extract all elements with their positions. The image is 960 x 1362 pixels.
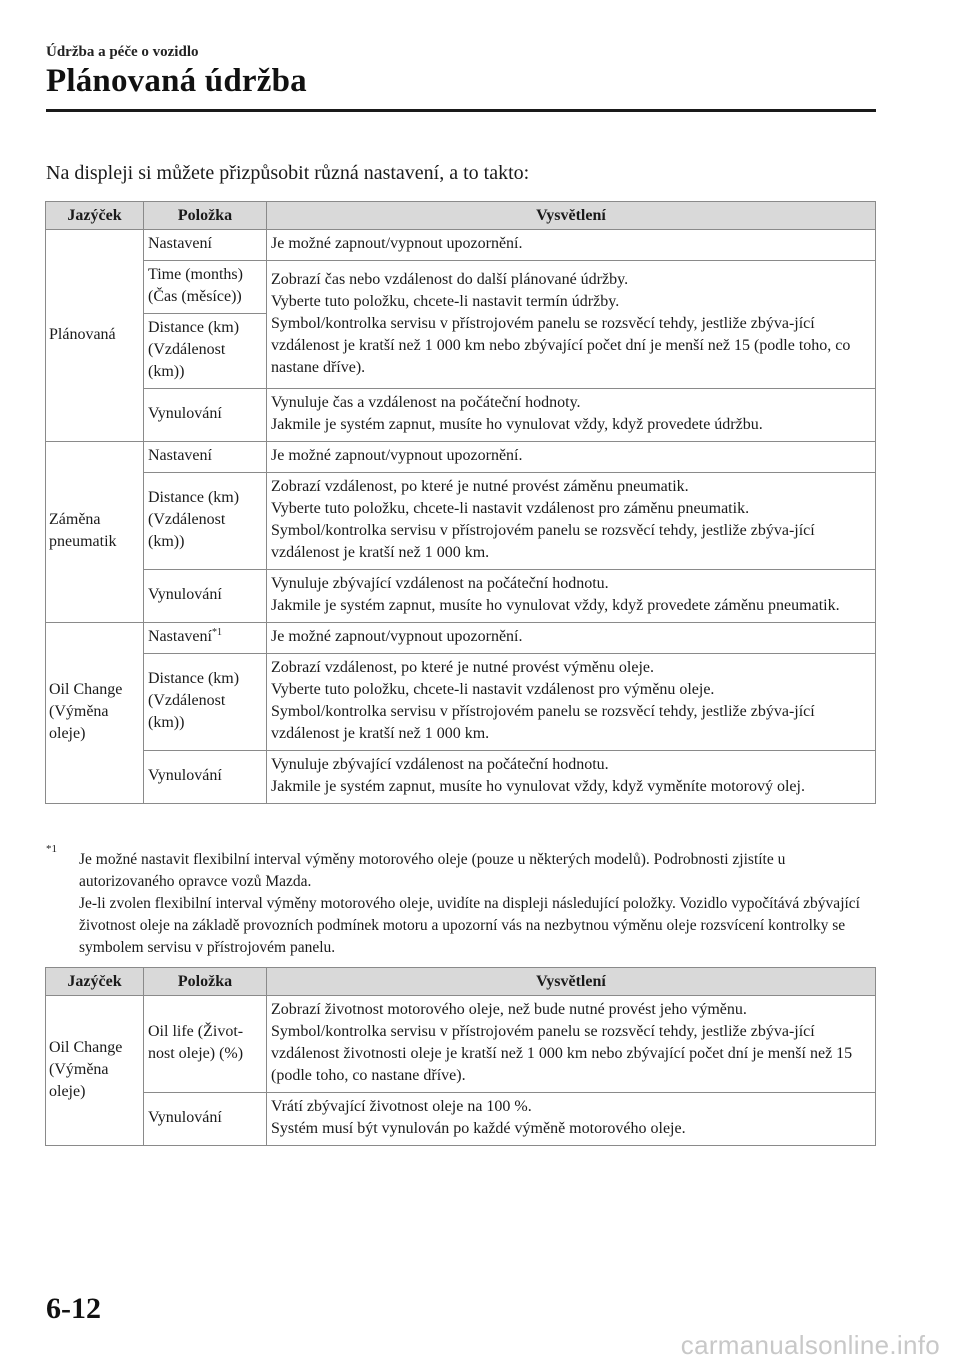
category-cell: Oil Change (Výměna oleje) [46, 996, 144, 1146]
table-row [46, 996, 876, 1093]
item-cell: Nastavení$^{*1}$ [144, 623, 267, 654]
description-cell: Je možné zapnout/vypnout upozornění. [267, 230, 876, 261]
table-row [46, 261, 876, 314]
description-cell: Vynuluje zbývající vzdálenost na počáteční hodnotu. Jakmile je systém zapnut, musíte ho vynulovat vždy, když provedete záměnu pneumatik. [267, 570, 876, 623]
description-cell: Je možné zapnout/vypnout upozornění. [267, 442, 876, 473]
header-item: Položka [144, 202, 267, 230]
category-cell: Plánovaná [46, 230, 144, 442]
header-tab: Jazýček [46, 968, 144, 996]
description-cell: Zobrazí vzdálenost, po které je nutné provést záměnu pneumatik. Vyberte tuto položku, chcete-li nastavit vzdálenost pro záměnu pneumatik. Symbol/kontrolka servisu v přístrojovém panelu se rozsvěcí tehdy, jestliže zbýva-jící vzdálenost je kratší než 1 000 km. [267, 473, 876, 570]
header-item: Položka [144, 968, 267, 996]
item-cell: Distance (km) (Vzdálenost (km)) [144, 473, 267, 570]
footnote-line: Je-li zvolen flexibilní interval výměny motorového oleje, uvidíte na displeji následující položky. Vozidlo vypočítává zbývající životnost oleje na základě provozních podmínek motoru a upozorní vás na nezbytnou výměnu oleje rozsvícení kontrolky se symbolem servisu v přístrojovém panelu. [79, 895, 860, 956]
description-cell: Vynuluje čas a vzdálenost na počáteční hodnoty. Jakmile je systém zapnut, musíte ho vynulovat vždy, když provedete údržbu. [267, 389, 876, 442]
page-title: Plánovaná údržba [46, 63, 307, 99]
table-row [46, 654, 876, 751]
description-cell: Vynuluje zbývající vzdálenost na počáteční hodnotu. Jakmile je systém zapnut, musíte ho vynulovat vždy, když vyměníte motorový olej. [267, 751, 876, 804]
table-row [46, 230, 876, 261]
table-row [46, 570, 876, 623]
header-explanation: Vysvětlení [267, 202, 876, 230]
table-row [46, 751, 876, 804]
description-cell: Zobrazí vzdálenost, po které je nutné provést výměnu oleje. Vyberte tuto položku, chcete-li nastavit vzdálenost pro výměnu oleje. Symbol/kontrolka servisu v přístrojovém panelu se rozsvěcí tehdy, jestliže zbýva-jící vzdálenost je kratší než 1 000 km. [267, 654, 876, 751]
item-cell: Nastavení [144, 442, 267, 473]
category-cell: Oil Change (Výměna oleje) [46, 623, 144, 804]
oil-life-table [45, 967, 876, 1146]
description-cell: Zobrazí životnost motorového oleje, než bude nutné provést jeho výměnu. Symbol/kontrolka servisu v přístrojovém panelu se rozsvěcí tehdy, jestliže zbýva-jící vzdálenost životnosti oleje je kratší než 1 000 km nebo zbývající počet dní je menší než 15 (podle toho, co nastane dříve). [267, 996, 876, 1093]
item-cell: Time (months) (Čas (měsíce)) [144, 261, 267, 314]
section-label: Údržba a péče o vozidlo [46, 44, 199, 60]
description-cell: Je možné zapnout/vypnout upozornění. [267, 623, 876, 654]
item-cell: Vynulování [144, 751, 267, 804]
header-tab: Jazýček [46, 202, 144, 230]
footnote: *1 Je možné nastavit flexibilní interval výměny motorového oleje (pouze u některých modelů). Podrobnosti zjistíte u autorizovaného opravce vozů Mazda. Je-li zvolen flexibilní interval výměny motorového oleje, uvidíte na displeji následující položky. Vozidlo vypočítává zbývající životnost oleje na základě provozních podmínek motoru a upozorní vás na nezbytnou výměnu oleje rozsvícení kontrolky se symbolem servisu v přístrojovém panelu. [46, 849, 866, 959]
intro-text: Na displeji si můžete přizpůsobit různá nastavení, a to takto: [46, 162, 530, 184]
footnote-line: Je možné nastavit flexibilní interval výměny motorového oleje (pouze u některých modelů). Podrobnosti zjistíte u autorizovaného opravce vozů Mazda. [79, 851, 786, 890]
settings-table [45, 201, 876, 804]
table-row [46, 1093, 876, 1146]
header-explanation: Vysvětlení [267, 968, 876, 996]
item-cell: Oil life (Život-nost oleje) (%) [144, 996, 267, 1093]
item-cell: Distance (km) (Vzdálenost (km)) [144, 654, 267, 751]
description-cell: Zobrazí čas nebo vzdálenost do další plánované údržby. Vyberte tuto položku, chcete-li nastavit termín údržby. Symbol/kontrolka servisu v přístrojovém panelu se rozsvěcí tehdy, jestliže zbýva-jící vzdálenost je kratší než 1 000 km nebo zbývající počet dní je menší než 15 (podle toho, co nastane dříve). [267, 261, 876, 389]
item-cell: Distance (km) (Vzdálenost (km)) [144, 314, 267, 389]
item-cell: Vynulování [144, 1093, 267, 1146]
title-divider [46, 109, 876, 112]
table-row [46, 623, 876, 654]
description-cell: Vrátí zbývající životnost oleje na 100 %. Systém musí být vynulován po každé výměně motorového oleje. [267, 1093, 876, 1146]
table-row [46, 389, 876, 442]
footnote-ref: *1 [211, 627, 222, 638]
item-cell: Vynulování [144, 570, 267, 623]
watermark: carmanualsonline.info [680, 1330, 940, 1360]
table-row [46, 473, 876, 570]
page-number: 6-12 [46, 1292, 101, 1325]
item-cell: Vynulování [144, 389, 267, 442]
table-row [46, 442, 876, 473]
item-cell: Nastavení [144, 230, 267, 261]
category-cell: Záměna pneumatik [46, 442, 144, 623]
